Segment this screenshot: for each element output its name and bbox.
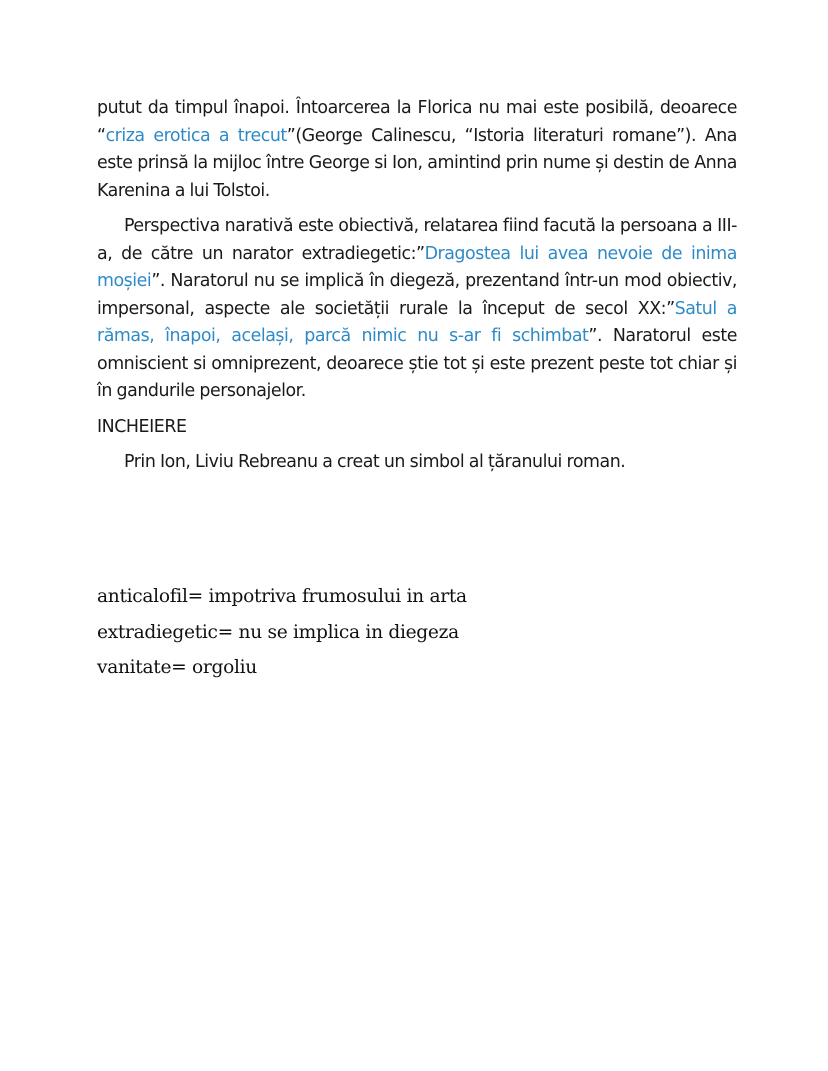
paragraph-text: ”. Naratorul nu se implică în diegeză, prezentand într-un mod obiectiv, impersonal, aspecte ale societății rurale la început de secol XX:” [97, 271, 737, 319]
quote-dragostea: Dragostea lui avea nevoie de inima moșiei [97, 243, 737, 291]
paragraph-ana-karenina [97, 95, 737, 205]
quote-satul: Satul a rămas, înapoi, același, parcă nimic nu s-ar fi schimbat [97, 298, 737, 346]
quote-criza-erotica: criza erotica a trecut [105, 125, 287, 146]
glossary-item: extradiegetic= nu se implica in diegeza [97, 621, 459, 643]
glossary-item: vanitate= orgoliu [97, 657, 257, 678]
paragraph-concluzie: Prin Ion, Liviu Rebreanu a creat un simbol al țăranului roman. [124, 452, 626, 472]
paragraph-text: ”. Naratorul este omniscient si omniprezent, deoarece știe tot și este prezent peste tot chiar și în gandurile personajelor. [97, 326, 737, 401]
glossary-item: anticalofil= impotriva frumosului in arta [97, 586, 467, 607]
paragraph-text: Perspectiva narativă este obiectivă, relatarea fiind facută la persoana a III-a, de către un narator extradiegetic:” [97, 216, 737, 264]
section-heading-incheiere: INCHEIERE [97, 416, 187, 437]
paragraph-text: putut da timpul înapoi. Întoarcerea la Florica nu mai este posibilă, deoarece “ [97, 98, 737, 146]
paragraph-perspectiva-narativa [97, 213, 737, 406]
glossary [97, 584, 467, 691]
paragraph-text: ”(George Calinescu, “Istoria literaturi romane”). Ana este prinsă la mijloc între George si Ion, amintind prin nume și destin de Anna Karenina a lui Tolstoi. [97, 125, 737, 201]
essay-body [97, 95, 737, 485]
